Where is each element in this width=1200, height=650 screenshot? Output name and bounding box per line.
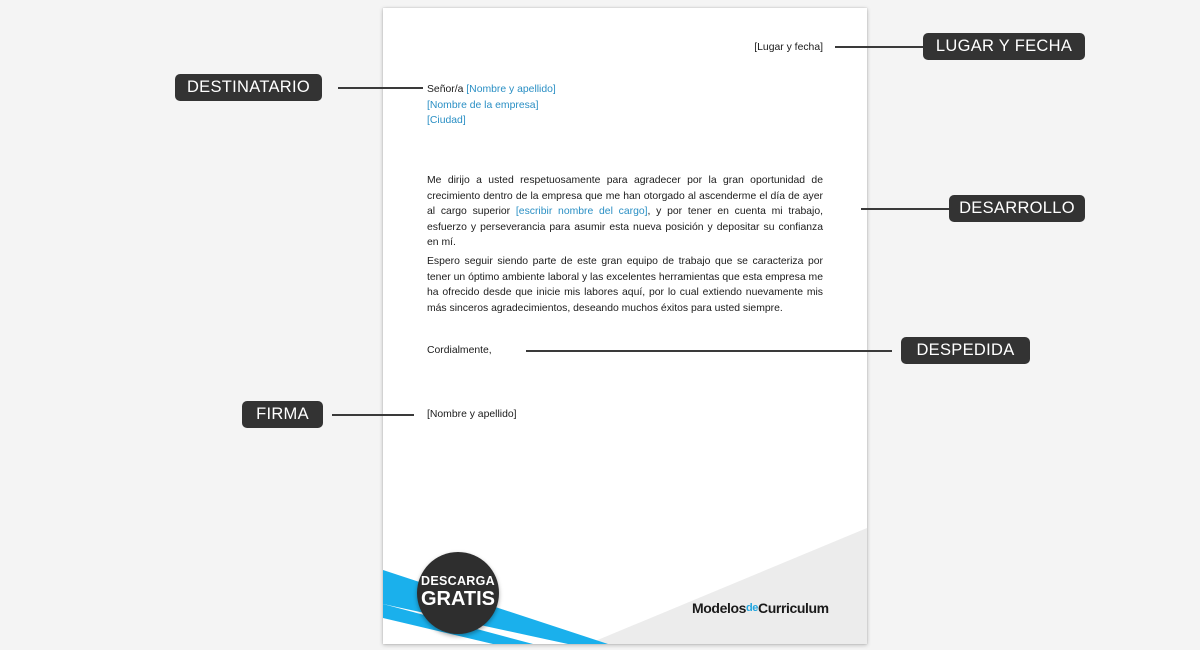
label-despedida: DESPEDIDA [901, 337, 1030, 364]
logo-text-c: Curriculum [758, 600, 829, 616]
closing-text: Cordialmente, [427, 345, 492, 356]
logo-text-a: Modelos [692, 600, 746, 616]
position-name-field: [escribir nombre del cargo] [515, 206, 648, 218]
label-lugar-fecha: LUGAR Y FECHA [923, 33, 1085, 60]
badge-line-1: DESCARGA [421, 574, 495, 588]
label-desarrollo: DESARROLLO [949, 195, 1085, 222]
salutation: Señor/a [427, 84, 464, 95]
label-destinatario: DESTINATARIO [175, 74, 322, 101]
body-paragraph-2: Espero seguir siendo parte de este gran equipo de trabajo que se caracteriza por tener un óptimo ambiente laboral y las excelentes herramientas que esta empresa me ha ofrecido desde que inicie mis labores aquí, por lo cual extiendo nuevamente mis más sinceros agradecimientos, deseando muchos éxitos para usted siempre. [427, 256, 823, 314]
place-date-field: [Lugar y fecha] [754, 42, 823, 53]
recipient-company-field: [Nombre de la empresa] [427, 99, 539, 111]
paragraph-1-text-a: Me dirijo a usted respetuosamente para agradecer por la gran oportunidad de crecimiento dentro de la empresa que me han otorgado al ascenderme el día de ayer al cargo superior [427, 175, 823, 218]
recipient-city-field: [Ciudad] [427, 115, 466, 127]
logo-text-b: de [745, 602, 759, 614]
label-firma: FIRMA [242, 401, 323, 428]
recipient-name-field: [Nombre y apellido] [466, 84, 556, 95]
badge-line-2: GRATIS [420, 588, 496, 610]
paragraph-1-text-b: , y por tener en cuenta mi trabajo, esfuerzo y perseverancia para asumir esta nueva posición y depositar su confianza en mí. [427, 206, 823, 249]
signature-name-field: [Nombre y apellido] [427, 409, 517, 420]
